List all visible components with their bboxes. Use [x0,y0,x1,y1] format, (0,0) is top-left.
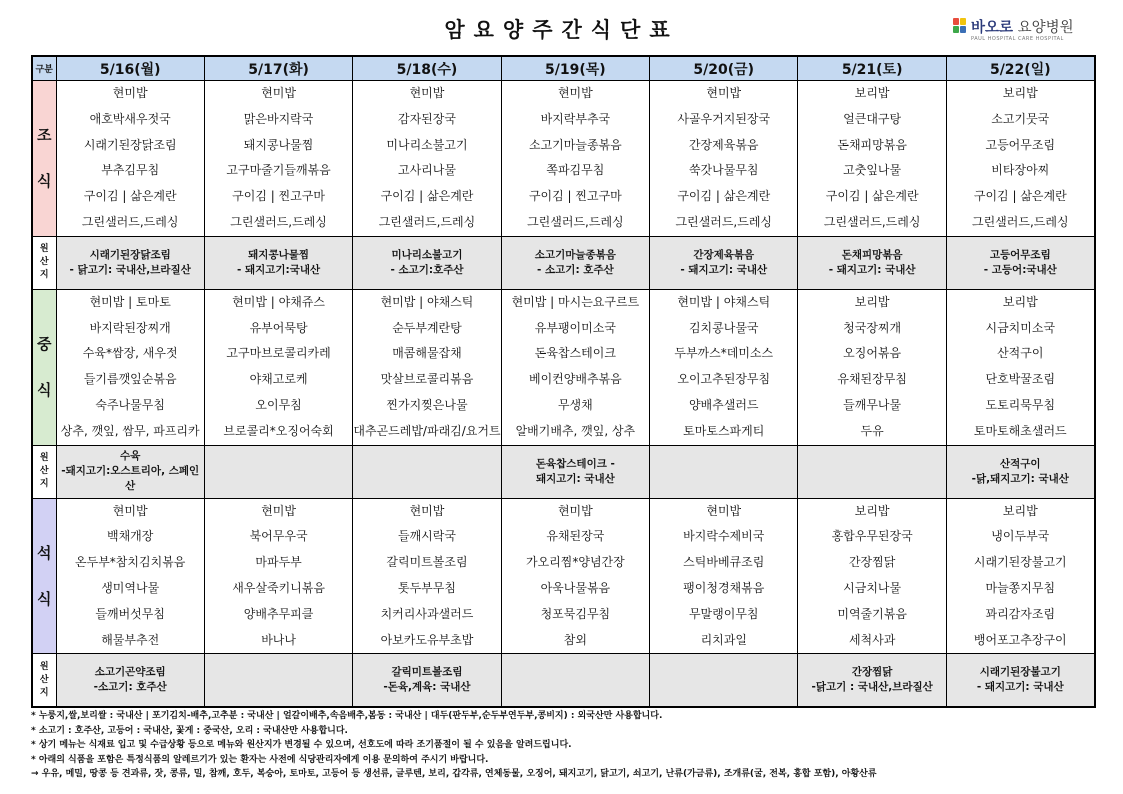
menu-item: 현미밥 [261,503,296,518]
day-header: 5/18(수) [353,56,501,81]
menu-item: 현미밥 [112,503,148,518]
menu-item: 그린샐러드,드레싱 [230,214,327,229]
footnote: → 우유, 메밀, 땅콩 등 견과류, 잣, 콩류, 밀, 참깨, 호두, 복숭아, 토마토, 고등어 등 생선류, 글루텐, 보리, 갑각류, 연체동물, 오징어, 돼지고기, 닭고기, 쇠고기, 난류(가금류), 조개류(굴, 전복, 홍합 포함), 아황산류 [31,769,877,779]
menu-item: 참외 [563,632,587,647]
menu-item: 유채된장국 [546,529,605,544]
dinner-label: 석 식 [32,498,56,654]
menu-item: 양배추무피클 [243,606,314,621]
origin-cell [650,445,798,498]
menu-item: 마늘쫑지무침 [985,580,1056,595]
origin-dish: 고등어무조림 [989,248,1051,261]
day-header: 5/19(목) [501,56,649,81]
menu-item: 리치과일 [700,632,747,647]
menu-item: 매콤해물잡채 [392,346,462,361]
origin-cell [204,445,352,498]
day-header: 5/22(일) [946,56,1094,81]
origin-dish: 산적구이 [1000,457,1041,470]
origin-source: -닭,돼지고기: 국내산 [971,472,1069,485]
origin-dish: 시래기된장닭조림 [89,248,171,261]
menu-item: 두유 [860,423,884,438]
origin-source: -소고기: 호주산 [93,681,167,694]
menu-item: 북어무우국 [249,529,308,544]
dinner-origin-row [32,654,1095,708]
day-header: 5/17(화) [204,56,352,81]
menu-item: 미역줄기볶음 [837,606,907,621]
menu-item: 브로콜리*오징어숙회 [223,423,334,438]
menu-item: 현미밥 | 토마토 [89,294,171,309]
logo-mark-icon [953,18,967,34]
menu-item: 소고기뭇국 [991,111,1050,126]
origin-dish: 돈육찹스테이크 - [535,457,615,470]
menu-item: 순두부계란탕 [392,320,462,335]
menu-item: 백채개장 [107,529,154,544]
origin-dish: 시래기된장불고기 [979,666,1061,679]
menu-item: 오이고추된장무침 [677,372,771,387]
origin-source: -돼지고기:오스트리아, 스페인산 [61,465,200,493]
origin-dish: 돈채피망볶음 [841,248,903,261]
breakfast-row [32,81,1095,237]
menu-item: 고구마줄기들깨볶음 [226,163,331,178]
lunch-origin-row [32,445,1095,498]
menu-item: 김치콩나물국 [688,320,759,335]
menu-item: 들깨무나물 [843,397,902,412]
menu-item: 상추, 깻잎, 쌈무, 파프리카 [60,423,200,438]
menu-item: 맛살브로콜리볶음 [380,372,474,387]
breakfast-day-cell [946,81,1094,237]
day-header: 5/16(월) [56,56,204,81]
origin-cell [946,445,1094,498]
menu-item: 아욱나물볶음 [540,580,611,595]
menu-item: 현미밥 [706,86,742,100]
origin-source: - 닭고기: 국내산,브라질산 [69,263,191,276]
menu-item: 단호박꿀조림 [985,372,1056,387]
menu-item: 홍합우무된장국 [831,529,913,544]
origin-source: -닭고기 : 국내산,브라질산 [811,681,933,694]
origin-label: 원 산 지 [32,445,56,498]
menu-item: 돼지콩나물찜 [243,137,314,152]
page-title: 암요양주간식단표 [444,18,679,42]
menu-item: 현미밥 | 야채스틱 [677,294,771,309]
origin-source: 돼지고기: 국내산 [535,472,615,485]
origin-dish: 미나리소불고기 [391,248,463,261]
dinner-day-cell [56,498,204,654]
origin-cell [501,654,649,708]
dinner-day-cell [798,498,946,654]
origin-dish: 돼지콩나물찜 [248,248,310,261]
menu-item: 현미밥 | 야채쥬스 [232,294,325,309]
menu-item: 고구마브로콜리카레 [226,346,331,361]
menu-item: 고춧잎나물 [843,163,902,178]
dinner-row [32,498,1095,654]
menu-item: 팽이청경채볶음 [683,580,765,595]
lunch-label: 중 식 [32,289,56,445]
menu-item: 현미밥 [409,503,445,518]
menu-item: 토마토스파게티 [683,423,765,438]
menu-item: 보리밥 [1002,294,1038,309]
origin-dish: 간장찜닭 [851,666,893,679]
menu-item: 보리밥 [1002,86,1038,100]
menu-item: 두부까스*데미소스 [674,346,774,361]
origin-source: - 돼지고기:국내산 [236,263,321,276]
menu-item: 꽈리감자조림 [985,606,1056,621]
dinner-day-cell [650,498,798,654]
menu-item: 부추김무침 [101,163,160,178]
lunch-day-cell [501,289,649,445]
lunch-day-cell [353,289,501,445]
menu-item: 무말랭이무침 [688,606,759,621]
menu-item: 그린샐러드,드레싱 [675,214,773,229]
day-header: 5/21(토) [798,56,946,81]
menu-item: 그린샐러드,드레싱 [527,214,624,229]
menu-item: 간장찜닭 [848,555,896,570]
menu-item: 오이무침 [255,397,302,412]
menu-item: 현미밥 [557,503,593,518]
menu-item: 야채고로케 [249,372,308,387]
menu-item: 현미밥 [112,86,148,100]
menu-item: 오징어볶음 [843,346,902,361]
menu-item: 청국장찌개 [843,320,902,335]
menu-item: 숙주나물무침 [95,397,165,412]
origin-dish: 소고기곤약조림 [94,666,166,679]
menu-item: 현미밥 [706,503,742,518]
breakfast-day-cell [56,81,204,237]
menu-item: 스틱바베큐조림 [683,555,765,570]
footnote: * 누룽지,쌀,보리쌀 : 국내산 | 포기김치-배추,고추분 : 국내산 | 얼갈이배추,속음배추,봄동 : 국내산 | 대두(판두부,순두부연두부,콩비지) : 외국산만 사용합니다. [31,711,663,721]
menu-item: 얼큰대구탕 [843,111,902,126]
menu-item: 애호박새우젓국 [89,111,171,126]
origin-source: - 돼지고기: 국내산 [680,263,768,276]
menu-item: 사골우거지된장국 [677,111,771,126]
menu-item: 해물부추전 [101,632,160,647]
lunch-day-cell [56,289,204,445]
dinner-day-cell [353,498,501,654]
menu-item: 고등어무조림 [985,137,1056,152]
origin-source: -돈육,계육: 국내산 [383,681,471,694]
menu-item: 바지락된장찌개 [89,320,171,335]
menu-item: 쑥갓나물무침 [688,163,759,178]
menu-item: 구이김 | 삶은계란 [973,189,1067,204]
dinner-day-cell [501,498,649,654]
breakfast-day-cell [650,81,798,237]
origin-dish: 갈릭미트볼조림 [391,666,463,679]
menu-item: 바지락수제비국 [683,529,765,544]
menu-item: 도토리묵무침 [985,397,1056,412]
menu-item: 현미밥 | 야채스틱 [380,294,474,309]
origin-cell [798,445,946,498]
menu-item: 보리밥 [854,294,890,309]
menu-item: 구이김 | 삶은계란 [825,189,919,204]
header-row [32,56,1095,81]
menu-item: 뱅어포고추장구이 [973,632,1067,647]
menu-item: 그린샐러드,드레싱 [972,214,1069,229]
menu-item: 시금치미소국 [985,320,1056,335]
breakfast-day-cell [353,81,501,237]
menu-item: 가오리찜*양념간장 [525,555,625,570]
menu-item: 유채된장무침 [837,372,907,387]
menu-item: 바나나 [261,632,296,647]
origin-cell [56,236,204,289]
menu-item: 베이컨양배추볶음 [528,372,622,387]
menu-item: 그린샐러드,드레싱 [823,214,921,229]
origin-source: - 돼지고기: 국내산 [828,263,916,276]
origin-cell [946,654,1094,708]
menu-item: 보리밥 [1002,503,1038,518]
menu-item: 수육*쌈장, 새우젓 [82,346,178,361]
menu-item: 그린샐러드,드레싱 [378,214,476,229]
menu-item: 맑은바지락국 [243,111,314,126]
menu-item: 구이김 | 찐고구마 [232,189,325,204]
menu-item: 온두부*참치김치볶음 [75,555,186,570]
lunch-day-cell [798,289,946,445]
footnote: * 소고기 : 호주산, 고등어 : 국내산, 꽃게 : 중국산, 오리 : 국내산만 사용합니다. [31,725,348,736]
gubun-header: 구분 [32,56,56,81]
menu-item: 아보카도유부초밥 [380,632,474,647]
origin-cell [501,445,649,498]
menu-item: 보리밥 [854,503,890,518]
breakfast-day-cell [204,81,352,237]
lunch-day-cell [946,289,1094,445]
origin-cell [353,445,501,498]
menu-item: 현미밥 [557,86,593,100]
origin-cell [501,236,649,289]
menu-item: 마파두부 [255,555,302,570]
menu-item: 들기름깻잎순볶음 [83,372,177,387]
lunch-row [32,289,1095,445]
menu-item: 구이김 | 삶은계란 [380,189,474,204]
origin-cell [56,654,204,708]
origin-cell [650,654,798,708]
menu-item: 돈육찹스테이크 [534,346,616,361]
origin-cell [946,236,1094,289]
menu-item: 시래기된장닭조림 [83,137,177,152]
menu-item: 감자된장국 [397,111,456,126]
menu-item: 미나리소불고기 [386,137,468,152]
footnotes [31,709,1111,782]
menu-item: 찐가지찢은나물 [386,397,468,412]
menu-item: 산적구이 [997,346,1044,361]
menu-item: 갈릭미트볼조림 [386,555,468,570]
menu-item: 치커리사과샐러드 [380,606,474,621]
footnote: * 상기 메뉴는 식재료 입고 및 수급상황 등으로 메뉴와 원산지가 변경될 수 있으며, 선호도에 따라 조기품절이 될 수 있음을 알려드립니다. [31,740,572,750]
breakfast-day-cell [798,81,946,237]
menu-item: 무생채 [557,397,593,412]
menu-item: 구이김 | 삶은계란 [677,189,771,204]
origin-cell [353,236,501,289]
menu-item: 현미밥 [409,86,445,100]
menu-item: 들깨시락국 [397,529,456,544]
breakfast-day-cell [501,81,649,237]
menu-item: 알배기배추, 깻잎, 상추 [515,423,636,438]
menu-item: 소고기마늘종볶음 [528,137,622,152]
origin-cell [204,236,352,289]
origin-cell [353,654,501,708]
menu-item: 시금치나물 [843,580,902,595]
menu-item: 대추곤드레밥/파래김/요거트 [353,423,501,438]
breakfast-origin-row [32,236,1095,289]
hospital-logo [953,15,1093,45]
origin-dish: 수육 [120,450,141,463]
menu-item: 시래기된장불고기 [973,555,1067,570]
menu-item: 유부어묵탕 [249,320,308,335]
menu-item: 그린샐러드,드레싱 [81,214,179,229]
menu-item: 토마토해초샐러드 [973,423,1067,438]
menu-item: 간장제육볶음 [688,137,759,152]
menu-item: 양배추샐러드 [688,397,759,412]
menu-item: 보리밥 [854,86,890,100]
origin-label: 원 산 지 [32,236,56,289]
menu-item: 냉이두부국 [991,529,1050,544]
dinner-day-cell [204,498,352,654]
weekly-menu-table [31,55,1096,708]
menu-item: 생미역나물 [101,580,160,595]
logo-tagline: PAUL HOSPITAL CARE HOSPITAL [971,36,1064,42]
origin-cell [204,654,352,708]
lunch-day-cell [650,289,798,445]
menu-item: 유부팽이미소국 [534,320,616,335]
origin-dish: 간장제육볶음 [693,248,755,261]
menu-item: 쪽파김무침 [546,163,605,178]
menu-item: 들깨버섯무침 [95,606,165,621]
origin-source: - 돼지고기: 국내산 [976,681,1064,694]
menu-item: 돈채피망볶음 [837,137,907,152]
breakfast-label: 조 식 [32,81,56,237]
origin-label: 원 산 지 [32,654,56,708]
origin-cell [56,445,204,498]
menu-item: 새우살죽키니볶음 [232,580,325,595]
footnote: * 아래의 식품을 포함은 특정식품의 알레르기가 있는 환자는 사전에 식당관리자에게 이용 문의하여 주시기 바랍니다. [31,754,489,765]
lunch-day-cell [204,289,352,445]
menu-item: 현미밥 [261,86,296,100]
menu-item: 톳두부무침 [397,580,456,595]
origin-source: - 소고기: 호주산 [537,263,614,276]
menu-item: 청포묵김무침 [540,606,611,621]
origin-source: - 고등어:국내산 [983,263,1057,276]
menu-item: 바지락부추국 [540,111,611,126]
menu-item: 세척사과 [848,632,896,647]
dinner-day-cell [946,498,1094,654]
menu-item: 비타장아찌 [991,163,1050,178]
day-header: 5/20(금) [650,56,798,81]
origin-source: - 소고기:호주산 [390,263,464,276]
menu-item: 구이김 | 찐고구마 [528,189,622,204]
menu-item: 고사리나물 [397,163,456,178]
origin-cell [798,654,946,708]
menu-item: 구이김 | 삶은계란 [83,189,177,204]
origin-dish: 소고기마늘종볶음 [534,248,616,261]
logo-name: 바오로 요양병원 [971,20,1074,36]
origin-cell [798,236,946,289]
origin-cell [650,236,798,289]
menu-item: 현미밥 | 마시는요구르트 [511,294,640,309]
